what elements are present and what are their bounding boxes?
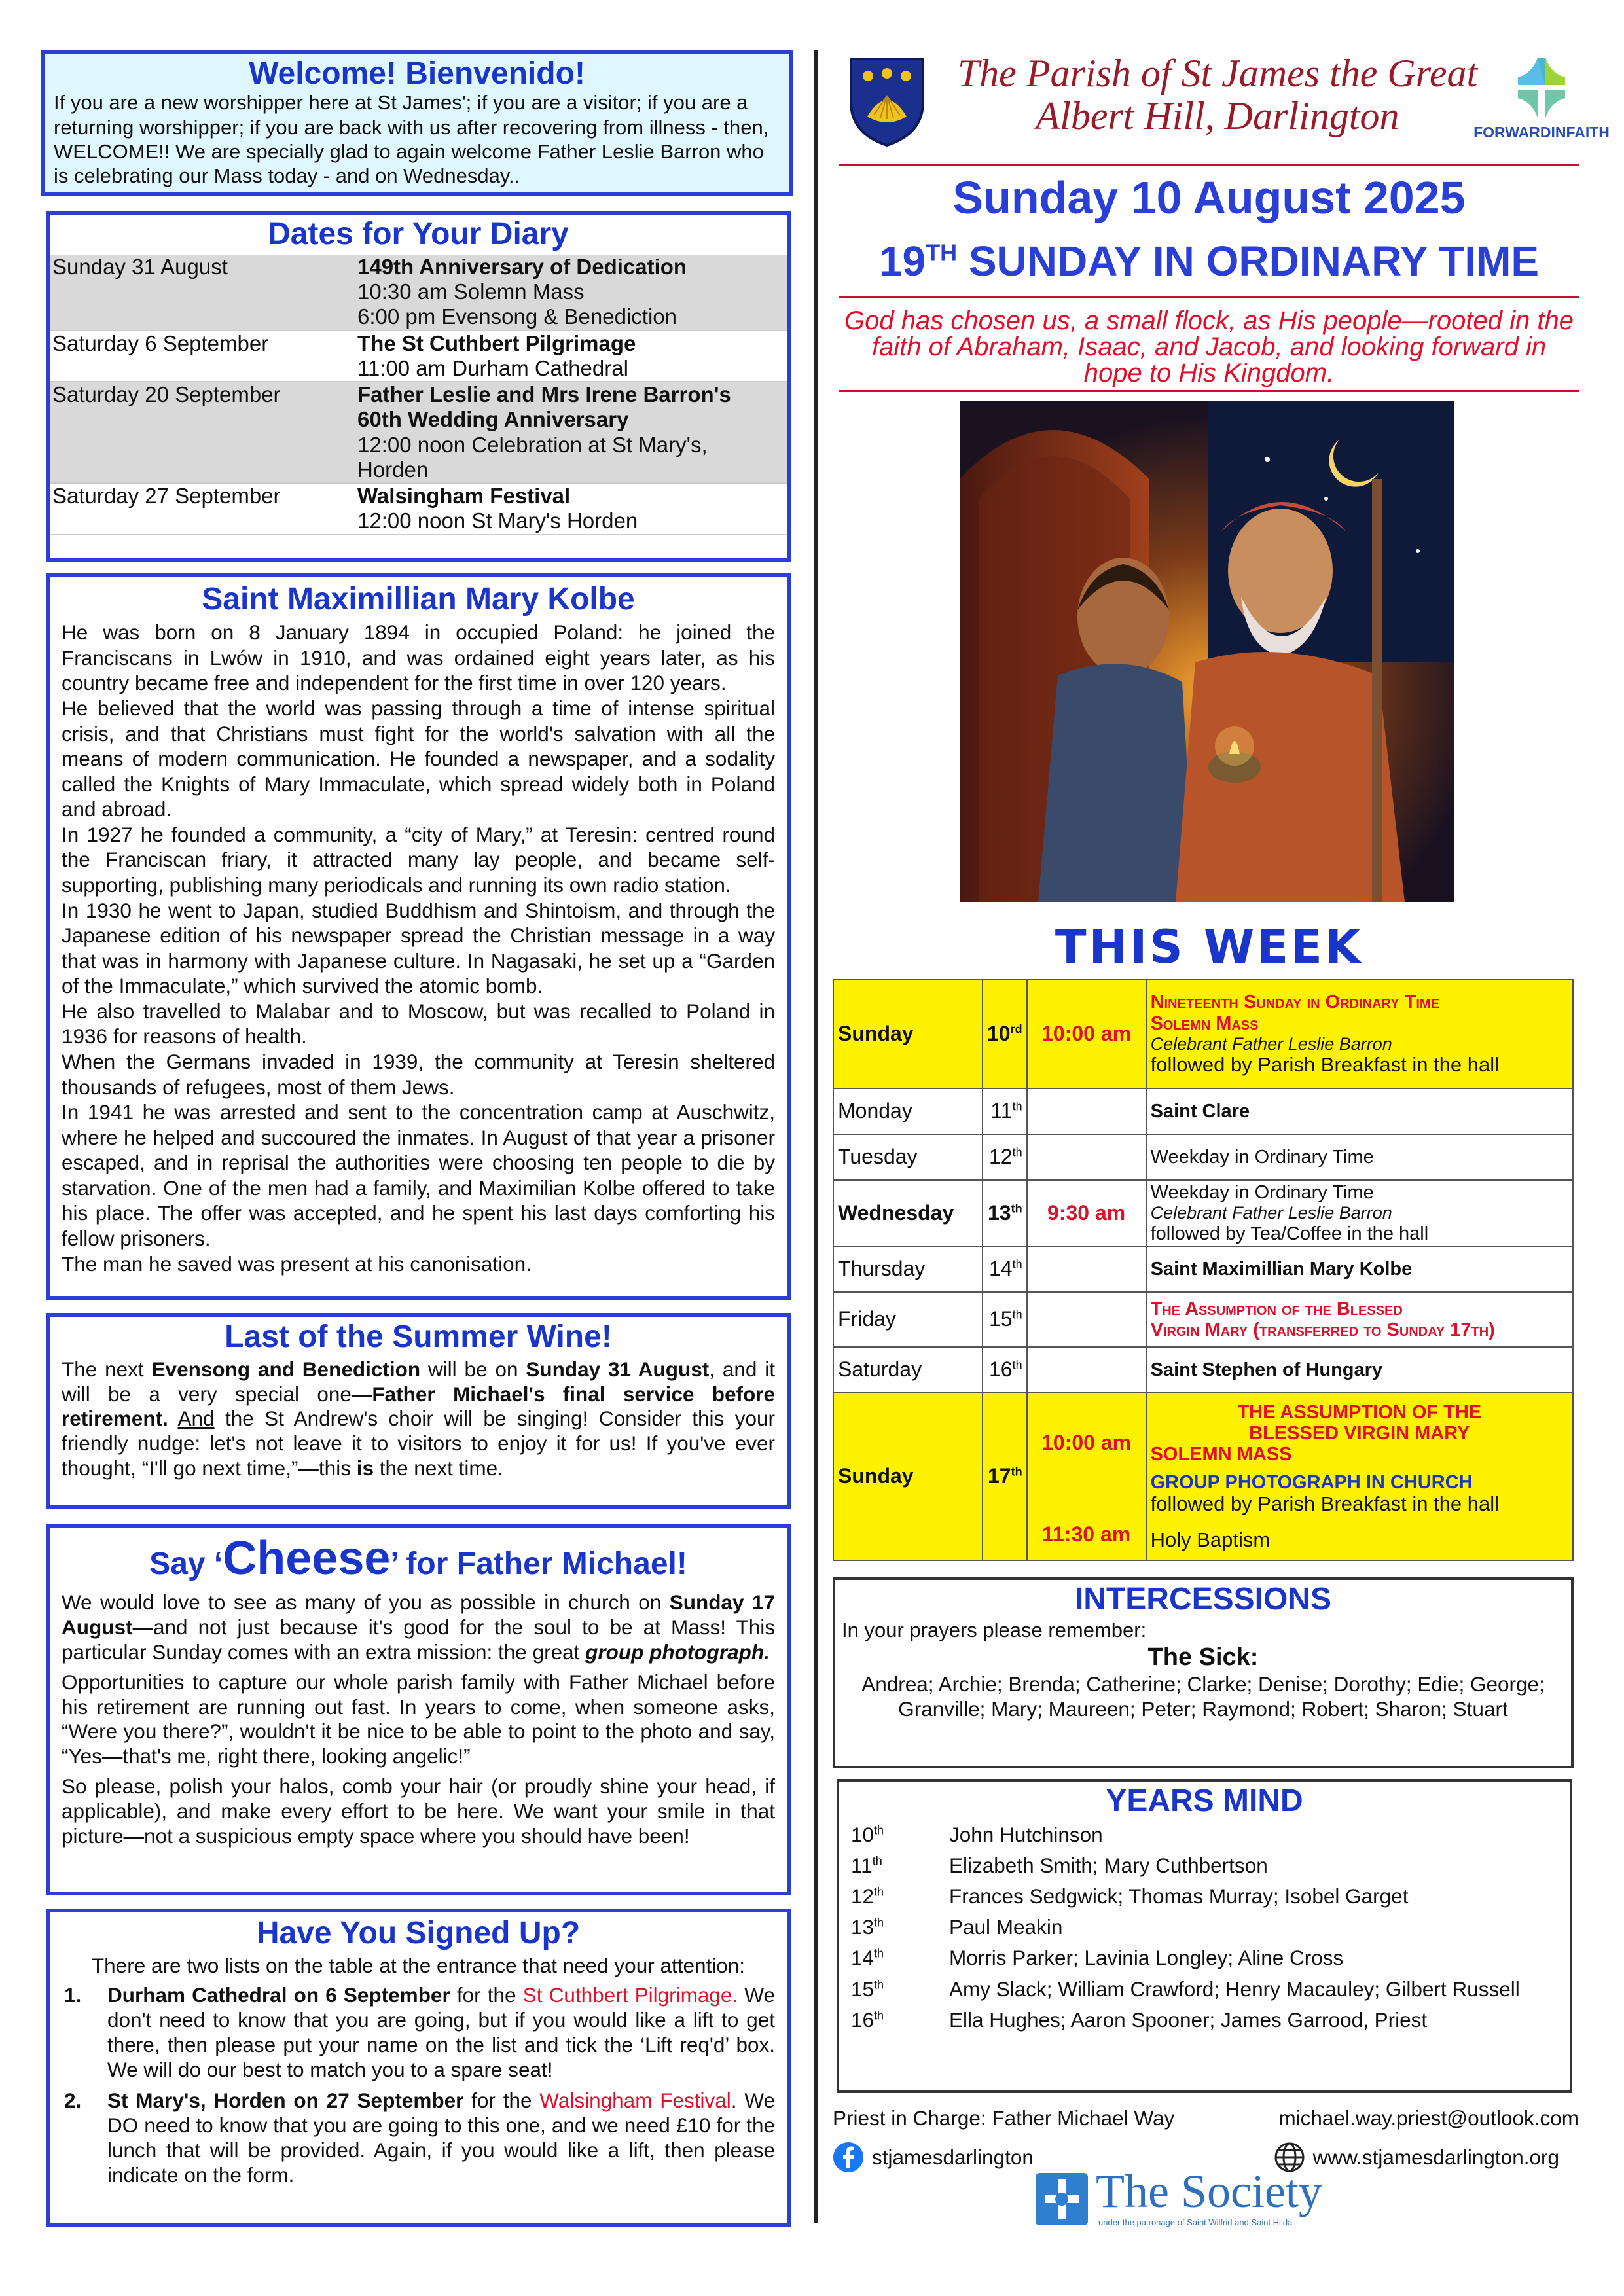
years-mind-row [851, 1946, 1558, 1970]
week-time-text: 9:30 am [1047, 1200, 1126, 1225]
week-desc-line: Celebrant Father Leslie Barron [1150, 1203, 1392, 1223]
years-mind-day [851, 1946, 949, 1970]
week-time [1027, 1292, 1146, 1347]
sick-names: Andrea; Archie; Brenda; Catherine; Clarke; Denise; Dorothy; Edie; George; Granville; Mary; Maureen; Peter; Raymond; Robert; Sharon; Stuart [861, 1672, 1545, 1721]
week-num: 16 [988, 1357, 1013, 1382]
facebook-text: stjamesdarlington [872, 2145, 1034, 2169]
welcome-text: If you are a new worshipper here at St James'; if you are a visitor; if you are a returning worshipper; if you are back with us after recovering from illness - then, WELCOME!! We are specially glad to again welcome Father Leslie Barron who is celebrating our Mass today - and on Wednesday.. [54, 91, 769, 187]
week-desc-line: The Assumption of the Blessed [1150, 1298, 1403, 1319]
week-time [1027, 1393, 1146, 1560]
years-mind-day [851, 1823, 949, 1847]
priest-email[interactable]: michael.way.priest@outlook.com [1278, 2106, 1579, 2130]
kolbe-title: Saint Maximillian Mary Kolbe [202, 582, 635, 617]
diary-line: Walsingham Festival [357, 484, 571, 509]
wine-title: Last of the Summer Wine! [225, 1319, 612, 1354]
column-divider [814, 50, 818, 2223]
diary-row [50, 484, 787, 535]
header-rule-top [839, 164, 1579, 166]
week-description [1146, 1246, 1573, 1292]
diary-date: Sunday 31 August [52, 254, 228, 279]
list-red: St Cuthbert Pilgrimage. [522, 1983, 738, 2007]
week-desc-line: THE ASSUMPTION OF THE [1237, 1401, 1482, 1423]
week-day: Sunday [833, 980, 983, 1088]
week-row [833, 1292, 1573, 1347]
cheese-p1: We would love to see as many of you as possible in church on Sunday 17 August—and not just because it's good for the soul to be at Mass! This particular Sunday comes with an extra mission: the great group photograph. [62, 1590, 775, 1664]
week-row [833, 1393, 1573, 1560]
kolbe-paragraph: He was born on 8 January 1894 in occupied Poland: he joined the Franciscans in Lwów in 1910, and was ordained eight years later, as his country became free and independent for the first time in over 120 years. [62, 620, 775, 695]
ym-day-num: 13 [851, 1915, 875, 1939]
week-sup: th [1012, 1100, 1022, 1113]
this-week-title: THIS WEEK [1055, 920, 1363, 974]
week-date-num [983, 1180, 1027, 1246]
ym-day-sup: th [874, 1978, 884, 1992]
society-text: The Society [1096, 2165, 1322, 2217]
years-mind-day [851, 1854, 949, 1878]
diary-line: 12:00 noon St Mary's Horden [357, 509, 638, 533]
week-desc-line: Celebrant Father Leslie Barron [1150, 1033, 1392, 1054]
week-day: Thursday [833, 1246, 983, 1292]
week-sup: th [1011, 1465, 1022, 1479]
ym-day-sup: th [874, 1916, 884, 1929]
week-date-num [983, 1088, 1027, 1134]
list-red: Walsingham Festival [539, 2089, 731, 2113]
ym-day-num: 12 [851, 1884, 875, 1909]
week-desc-line: Solemn Mass [1150, 1013, 1259, 1034]
week-num: 17 [988, 1464, 1011, 1488]
diary-info [357, 255, 787, 330]
signed-list-item [62, 1983, 775, 2082]
cheese-p3: So please, polish your halos, comb your hair (or proudly shine your head, if applicable), and make every effort to be here. We want your smile in that picture—not a suspicious empty space where you should have been! [62, 1774, 775, 1848]
week-description [1146, 1134, 1573, 1180]
years-mind-row [851, 1823, 1558, 1847]
kolbe-box [46, 573, 791, 1300]
parish-title: The Parish of St James the Great Albert Hill, Darlington [957, 52, 1478, 137]
welcome-box [41, 50, 793, 196]
week-num: 15 [988, 1307, 1013, 1331]
week-sup: th [1012, 1145, 1022, 1159]
ym-day-sup: th [874, 2009, 884, 2022]
diary-date: Saturday 20 September [52, 382, 281, 407]
week-time [1027, 1088, 1146, 1134]
sunday-quote: God has chosen us, a small flock, as His people—rooted in the faith of Abraham, Isaac, and Jacob, and looking forward in hope to His Kingdom. [844, 306, 1574, 387]
week-day: Tuesday [833, 1134, 983, 1180]
years-mind-names: Ella Hughes; Aaron Spooner; James Garrood, Priest [949, 2007, 1428, 2032]
diary-row [50, 382, 787, 484]
week-date-num [983, 1246, 1027, 1292]
list-bold: St Mary's, Horden on 27 September [107, 2089, 464, 2113]
week-time-1: 10:00 am [1041, 1431, 1132, 1455]
diary-info [357, 484, 787, 534]
sunday-date: Sunday 10 August 2025 [952, 172, 1466, 223]
kolbe-paragraph: In 1941 he was arrested and sent to the concentration camp at Auschwitz, where he helped and succoured the inmates. In August of that year a prisoner escaped, and in reprisal the authorities were choosing ten people to die by starvation. One of the men had a family, and Maximilian Kolbe offered to take his place. The offer was accepted, and he spent his last days comforting his fellow prisoners. [62, 1100, 775, 1251]
intercessions-box [833, 1577, 1574, 1768]
years-mind-names: Paul Meakin [949, 1915, 1063, 1939]
week-desc-line: Nineteenth Sunday in Ordinary Time [1150, 992, 1439, 1013]
week-time [1027, 980, 1146, 1088]
week-row [833, 1134, 1573, 1180]
diary-line: Father Leslie and Mrs Irene Barron's [357, 382, 731, 407]
week-description [1146, 1180, 1573, 1246]
week-day: Saturday [833, 1347, 983, 1393]
list-rest: . We DO need to know that you are going to this one, and we need £10 for the lunch that will be provided. Again, if you would like a lift, then please indicate on the form. [107, 2089, 775, 2187]
kolbe-body [62, 620, 775, 1276]
society-cross-icon [1036, 2173, 1088, 2225]
years-mind-names: Amy Slack; William Crawford; Henry Macauley; Gilbert Russell [949, 1977, 1520, 2001]
list-mid: for the [450, 1983, 523, 2007]
diary-line: 10:30 am Solemn Mass [357, 279, 585, 304]
summer-wine-box [46, 1313, 791, 1509]
ym-day-num: 15 [851, 1977, 875, 2001]
list-mid: for the [463, 2089, 540, 2113]
week-description [1146, 1393, 1573, 1560]
years-mind-day [851, 2008, 949, 2032]
signed-list-item [62, 2089, 775, 2187]
week-num: 10 [987, 1022, 1011, 1046]
week-day: Friday [833, 1292, 983, 1347]
week-time-text: 10:00 am [1041, 1022, 1132, 1046]
week-desc-line: followed by Parish Breakfast in the hall [1150, 1053, 1500, 1077]
years-mind-names: Frances Sedgwick; Thomas Murray; Isobel Garget [949, 1884, 1409, 1909]
society-subtitle: under the patronage of Saint Wilfrid and Saint Hilda [1098, 2217, 1293, 2227]
years-mind-day [851, 1977, 949, 2001]
week-desc-line: Saint Maximillian Mary Kolbe [1150, 1258, 1413, 1280]
kolbe-paragraph: He also travelled to Malabar and to Moscow, but was recalled to Poland in 1936 for reasons of health. [62, 999, 775, 1049]
week-row [833, 980, 1573, 1088]
header-rule-mid [839, 296, 1579, 298]
list-bold: Durham Cathedral on 6 September [107, 1983, 450, 2007]
cheese-box [46, 1524, 791, 1895]
facebook-link[interactable] [833, 2142, 1034, 2173]
week-num: 11 [990, 1099, 1013, 1123]
cheese-title: Say ‘Cheese’ for Father Michael! [149, 1532, 687, 1585]
week-desc-line: Weekday in Ordinary Time [1150, 1146, 1374, 1168]
week-description [1146, 1347, 1573, 1393]
week-description [1146, 980, 1573, 1088]
diary-date: Saturday 6 September [52, 331, 269, 355]
week-description [1146, 1292, 1573, 1347]
list-text [107, 2089, 775, 2187]
week-num: 14 [988, 1257, 1013, 1281]
cheese-p2: Opportunities to capture our whole parish family with Father Michael before his retirement are running out fast. In years to come, when someone asks, “Were you there?”, wouldn't it be nice to be able to point to the photo and say, “Yes—that's me, right there, looking angelic!” [62, 1670, 775, 1768]
week-row [833, 1180, 1573, 1246]
diary-date: Saturday 27 September [52, 484, 281, 509]
kolbe-paragraph: The man he saved was present at his canonisation. [62, 1251, 532, 1276]
diary-line: 12:00 noon Celebration at St Mary's, [357, 432, 708, 457]
diary-box [46, 211, 791, 562]
ym-day-num: 16 [851, 2007, 875, 2032]
years-mind-box [837, 1779, 1572, 2093]
week-date-num [983, 1134, 1027, 1180]
years-mind-row [851, 1977, 1558, 2001]
website-text: www.stjamesdarlington.org [1312, 2145, 1559, 2169]
list-text [107, 1983, 775, 2082]
week-day: Wednesday [833, 1180, 983, 1246]
week-sup: th [1012, 1358, 1022, 1372]
week-time [1027, 1347, 1146, 1393]
sick-title: The Sick: [1147, 1643, 1259, 1671]
week-desc-line: Weekday in Ordinary Time [1150, 1182, 1374, 1203]
list-rest: We don't need to know that you are going, but if you would like a lift to get there, then please put your name on the list and tick the ‘Lift req'd’ box. We will do our best to match you to a spare seat! [107, 1983, 775, 2081]
years-mind-names: Morris Parker; Lavinia Longley; Aline Cross [949, 1946, 1344, 1970]
years-mind-row [851, 1884, 1558, 1909]
week-desc-line: followed by Tea/Coffee in the hall [1150, 1223, 1429, 1244]
diary-table [50, 255, 787, 535]
diary-line: The St Cuthbert Pilgrimage [357, 331, 636, 355]
week-desc-line: Virgin Mary (transferred to Sunday 17th) [1150, 1319, 1495, 1341]
week-sup: rd [1010, 1022, 1022, 1036]
week-desc-line: Saint Clare [1150, 1100, 1250, 1122]
signed-intro: There are two lists on the table at the entrance that need your attention: [91, 1954, 746, 1978]
years-mind-list [851, 1823, 1558, 2032]
ym-day-sup: th [874, 1885, 884, 1899]
week-date-num [983, 1347, 1027, 1393]
signed-up-box [46, 1909, 791, 2227]
week-sup: th [1012, 1308, 1022, 1321]
signed-list [62, 1983, 775, 2187]
welcome-title: Welcome! Bienvenido! [249, 56, 585, 91]
week-num: 12 [988, 1145, 1013, 1169]
painting-abraham-image [960, 401, 1454, 902]
priest-in-charge: Priest in Charge: Father Michael Way [833, 2106, 1175, 2130]
week-sup: th [1012, 1257, 1022, 1271]
years-mind-day [851, 1884, 949, 1909]
years-mind-names: John Hutchinson [949, 1822, 1103, 1846]
priest-line [833, 2106, 1579, 2130]
kolbe-paragraph: In 1927 he founded a community, a “city of Mary,” at Teresin: centred round the Franciscan friary, it attracted many lay people, and became self-supporting, publishing many periodicals and running its own radio station. [62, 822, 775, 897]
parish-crest-icon [848, 56, 926, 148]
kolbe-paragraph: He believed that the world was passing through a time of intense spiritual crisis, and that Christians must fight for the world's salvation with all the means of modern communication. He founded a newspaper, and a sodality called the Knights of Mary Immaculate, which spread widely both in Poland and abroad. [62, 696, 775, 821]
diary-line: 149th Anniversary of Dedication [357, 254, 687, 279]
cross-icon [1473, 55, 1610, 120]
intercessions-lead: In your prayers please remember: [842, 1618, 1147, 1641]
ym-day-sup: th [874, 1823, 884, 1837]
week-desc-line: followed by Parish Breakfast in the hall [1150, 1492, 1500, 1516]
week-time [1027, 1246, 1146, 1292]
week-row [833, 1347, 1573, 1393]
years-mind-names: Elizabeth Smith; Mary Cuthbertson [949, 1853, 1268, 1877]
fif-text: FORWARDINFAITH [1473, 124, 1610, 141]
this-week-table [833, 979, 1574, 1561]
intercessions-title: INTERCESSIONS [1074, 1582, 1332, 1617]
years-mind-row [851, 2008, 1558, 2032]
ym-day-sup: th [874, 1946, 884, 1960]
ym-day-num: 10 [851, 1822, 875, 1846]
week-sup: th [1011, 1202, 1022, 1215]
week-date-num [983, 980, 1027, 1088]
years-mind-row [851, 1854, 1558, 1878]
week-description [1146, 1088, 1573, 1134]
week-time [1027, 1134, 1146, 1180]
wine-text: The next Evensong and Benediction will be on Sunday 31 August, and it will be a very special one—Father Michael's final service before retirement. And the St Andrew's choir will be singing! Consider this your friendly nudge: let's not leave it to visitors to enjoy it for us! If you've ever thought, “I'll go next time,”—this is the next time. [62, 1357, 776, 1480]
week-time-2: 11:30 am [1041, 1522, 1131, 1546]
diary-row [50, 255, 787, 331]
week-num: 13 [988, 1200, 1011, 1225]
sunday-title: 19TH SUNDAY IN ORDINARY TIME [878, 238, 1540, 285]
facebook-icon [833, 2142, 864, 2173]
list-number: 2. [64, 2089, 82, 2113]
years-mind-title: YEARS MIND [1106, 1784, 1303, 1818]
the-society-logo [1036, 2165, 1389, 2231]
week-time [1027, 1180, 1146, 1246]
week-desc-line: BLESSED VIRGIN MARY [1249, 1422, 1470, 1444]
header-rule-bottom [839, 390, 1579, 392]
diary-info [357, 331, 787, 382]
forward-in-faith-logo [1473, 55, 1610, 147]
diary-row [50, 331, 787, 383]
kolbe-paragraph: In 1930 he went to Japan, studied Buddhism and Shintoism, and through the Japanese edition of his newspaper spread the Christian message in a way that was in harmony with Japanese culture. In Nagasaki, he set up a “Garden of the Immaculate,” which survived the atomic bomb. [62, 898, 775, 998]
list-number: 1. [64, 1983, 82, 2007]
week-date-num [983, 1393, 1027, 1560]
week-row [833, 1088, 1573, 1134]
years-mind-day [851, 1915, 949, 1939]
signed-title: Have You Signed Up? [256, 1916, 581, 1950]
diary-info [357, 382, 787, 482]
ym-day-num: 11 [851, 1853, 873, 1877]
diary-title: Dates for Your Diary [268, 217, 569, 251]
diary-line: 11:00 am Durham Cathedral [357, 355, 628, 380]
diary-line: Horden [357, 457, 429, 482]
week-desc-line: GROUP PHOTOGRAPH IN CHURCH [1150, 1471, 1473, 1493]
week-row [833, 1246, 1573, 1292]
week-day: Monday [833, 1088, 983, 1134]
diary-line: 6:00 pm Evensong & Benediction [357, 304, 677, 329]
week-day: Sunday [833, 1393, 983, 1560]
week-desc-line: SOLEMN MASS [1150, 1444, 1292, 1465]
ym-day-num: 14 [851, 1946, 875, 1970]
years-mind-row [851, 1915, 1558, 1939]
diary-line: 60th Wedding Anniversary [357, 407, 629, 432]
kolbe-paragraph: When the Germans invaded in 1939, the community at Teresin sheltered thousands of refugees, most of them Jews. [62, 1050, 775, 1099]
week-desc-line: Holy Baptism [1150, 1528, 1271, 1552]
week-date-num [983, 1292, 1027, 1347]
ym-day-sup: th [872, 1854, 882, 1868]
week-desc-line: Saint Stephen of Hungary [1150, 1359, 1383, 1380]
